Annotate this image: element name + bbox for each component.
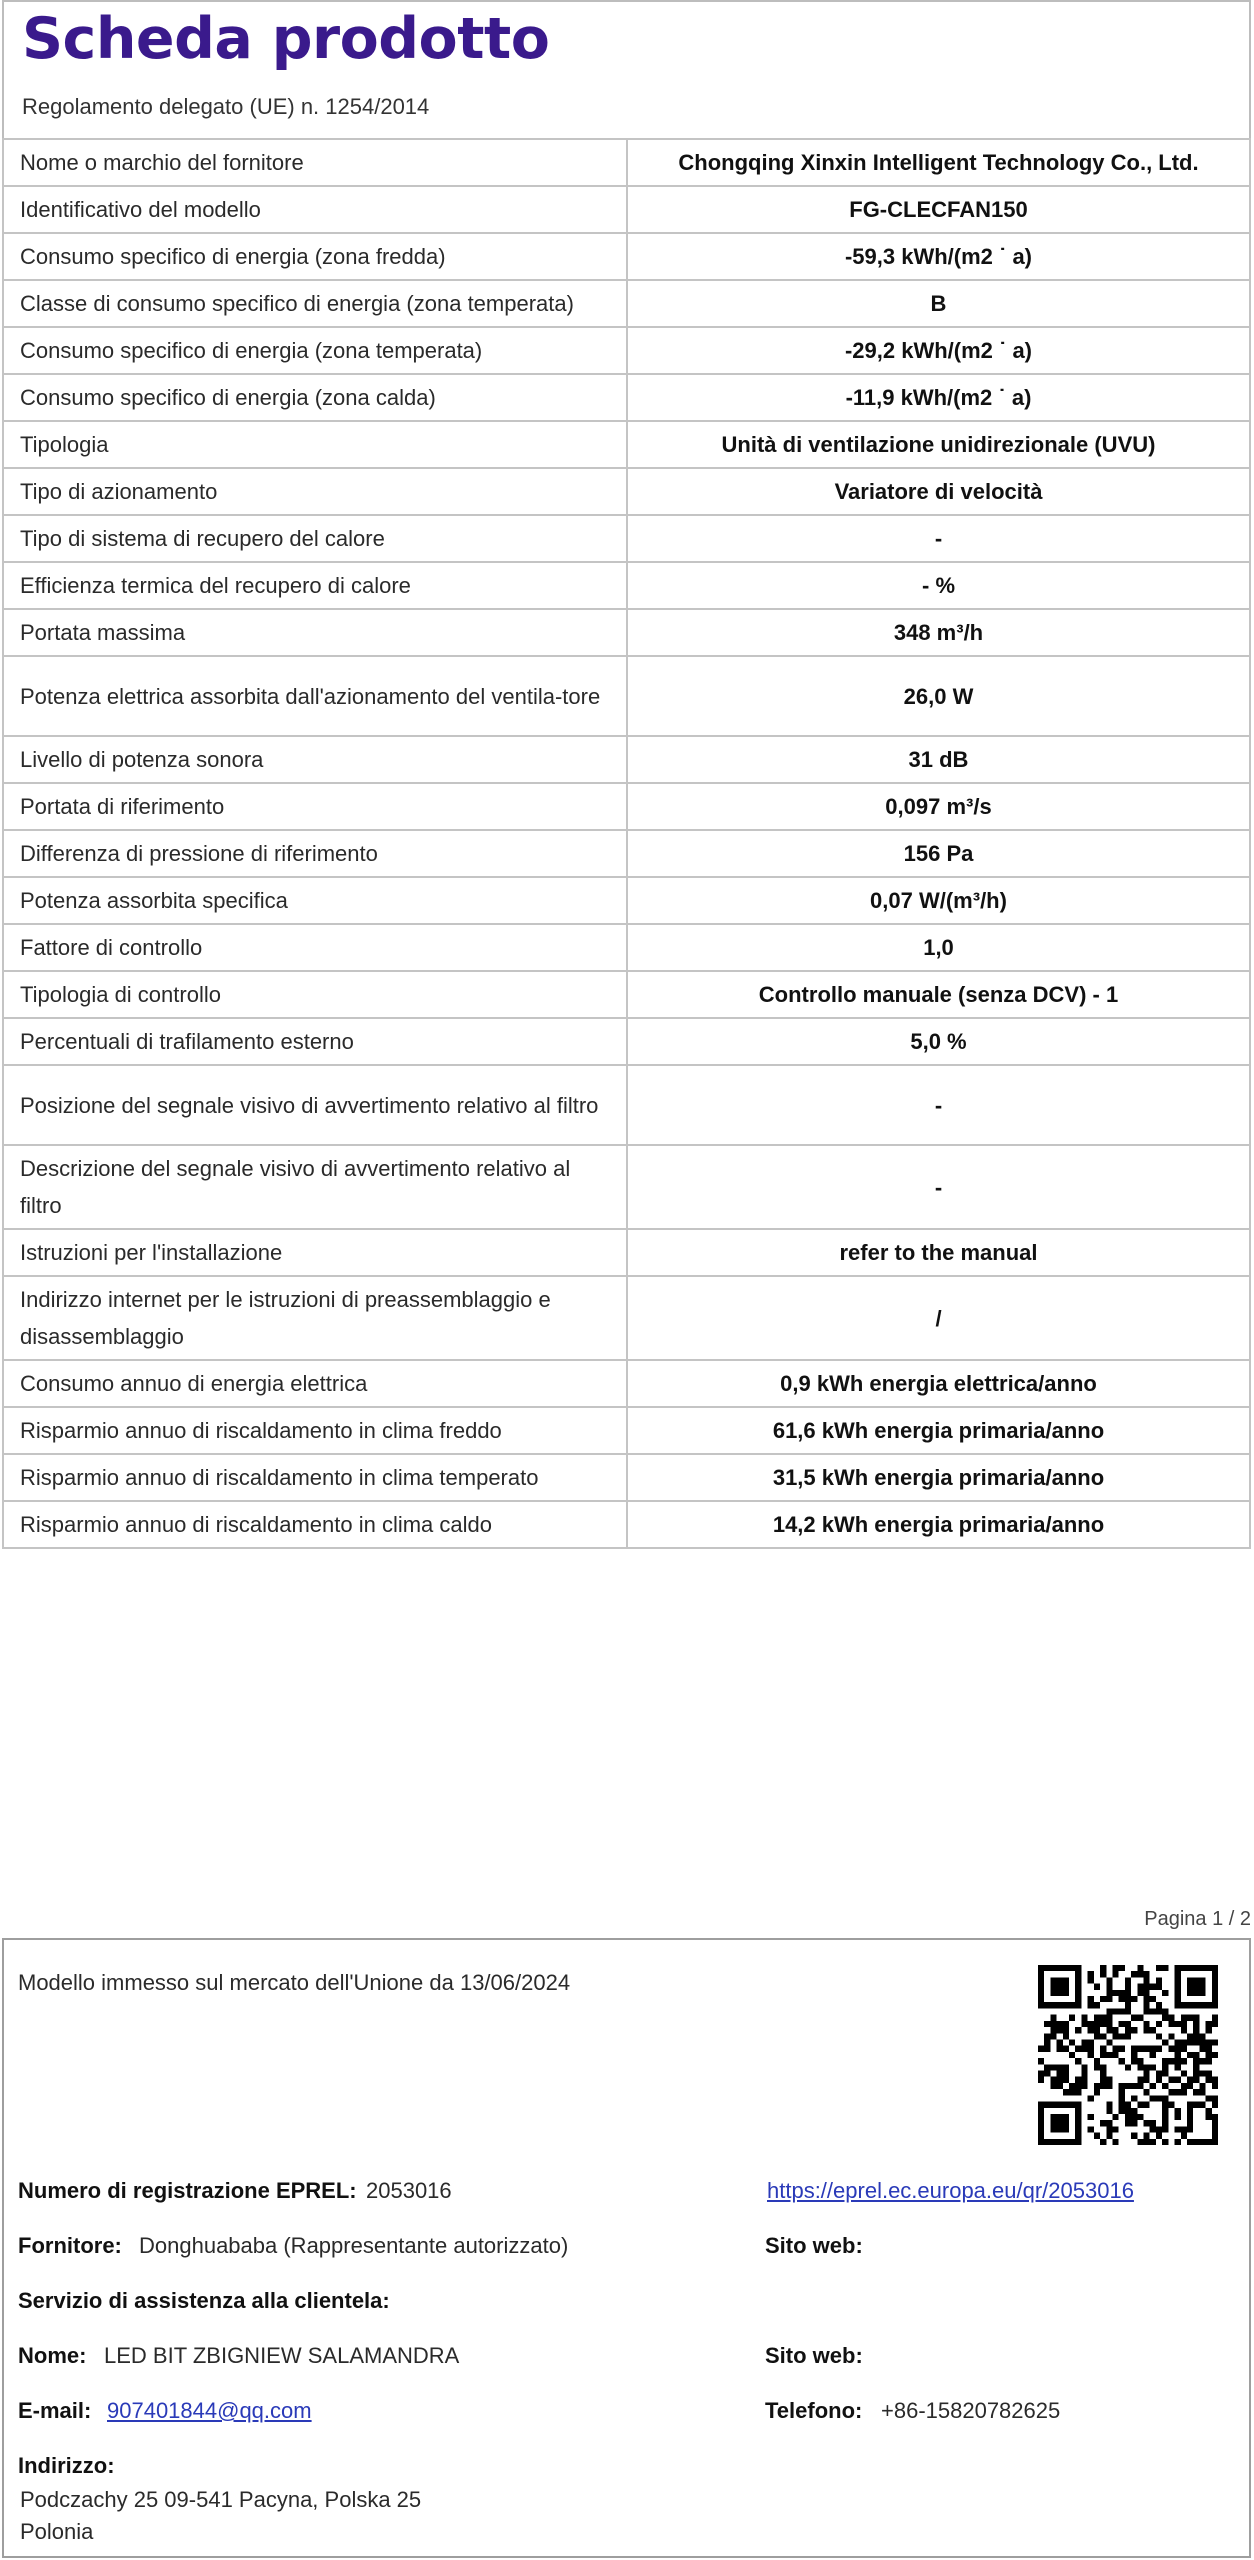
table-row [3,374,1250,421]
email-link[interactable]: 907401844@qq.com [107,2398,312,2423]
row-label: Posizione del segnale visivo di avvertimento relativo al filtro [3,1065,627,1145]
contact-name-label: Nome: [18,2343,87,2368]
row-label: Portata di riferimento [3,783,627,830]
row-value: FG-CLECFAN150 [627,186,1250,233]
table-row [3,971,1250,1018]
table-row [3,233,1250,280]
row-value: - % [627,562,1250,609]
page-number: Pagina 1 / 2 [1144,1908,1251,1930]
service-website-label: Sito web: [765,2343,863,2368]
table-row [3,1065,1250,1145]
supplier-label: Fornitore: [18,2233,122,2258]
row-label: Differenza di pressione di riferimento [3,830,627,877]
row-label: Classe di consumo specifico di energia (zona temperata) [3,280,627,327]
row-label: Livello di potenza sonora [3,736,627,783]
row-value: Controllo manuale (senza DCV) - 1 [627,971,1250,1018]
row-label: Potenza elettrica assorbita dall'azionamento del ventila-tore [3,656,627,736]
row-label: Percentuali di trafilamento esterno [3,1018,627,1065]
row-label: Istruzioni per l'installazione [3,1229,627,1276]
customer-service-label: Servizio di assistenza alla clientela: [18,2288,390,2313]
table-row [3,421,1250,468]
table-row [3,1407,1250,1454]
row-value: - [627,515,1250,562]
row-value: refer to the manual [627,1229,1250,1276]
row-label: Tipologia [3,421,627,468]
row-label: Risparmio annuo di riscaldamento in clima freddo [3,1407,627,1454]
table-row [3,830,1250,877]
table-row [3,1145,1250,1229]
qr-code [1038,1965,1218,2145]
address-line-1: Podczachy 25 09-541 Pacyna, Polska 25 [20,2487,422,2512]
table-row [3,609,1250,656]
row-value: -11,9 kWh/(m2 ˙ a) [627,374,1250,421]
row-value: Unità di ventilazione unidirezionale (UVU) [627,421,1250,468]
table-row [3,1276,1250,1360]
row-label: Risparmio annuo di riscaldamento in clima caldo [3,1501,627,1548]
table-row [3,877,1250,924]
row-label: Consumo specifico di energia (zona temperata) [3,327,627,374]
row-label: Consumo specifico di energia (zona calda) [3,374,627,421]
row-value: -59,3 kWh/(m2 ˙ a) [627,233,1250,280]
row-label: Risparmio annuo di riscaldamento in clima temperato [3,1454,627,1501]
table-row [3,736,1250,783]
eprel-label: Numero di registrazione EPREL: [18,2178,357,2203]
row-label: Nome o marchio del fornitore [3,139,627,186]
row-value: - [627,1065,1250,1145]
table-row [3,468,1250,515]
supplier-website-label: Sito web: [765,2233,863,2258]
table-row [3,1501,1250,1548]
row-label: Tipo di sistema di recupero del calore [3,515,627,562]
phone-label: Telefono: [765,2398,863,2423]
table-row [3,186,1250,233]
row-value: 1,0 [627,924,1250,971]
row-label: Indirizzo internet per le istruzioni di preassemblaggio e disassemblaggio [3,1276,627,1360]
row-value: 26,0 W [627,656,1250,736]
row-value: - [627,1145,1250,1229]
market-date-text: Modello immesso sul mercato dell'Unione da 13/06/2024 [18,1970,571,1995]
page-title: Scheda prodotto [22,6,550,72]
row-value: 61,6 kWh energia primaria/anno [627,1407,1250,1454]
row-label: Potenza assorbita specifica [3,877,627,924]
row-label: Consumo specifico di energia (zona fredda) [3,233,627,280]
table-row [3,1229,1250,1276]
row-value: 14,2 kWh energia primaria/anno [627,1501,1250,1548]
row-label: Consumo annuo di energia elettrica [3,1360,627,1407]
row-value: Chongqing Xinxin Intelligent Technology Co., Ltd. [627,139,1250,186]
row-value: 348 m³/h [627,609,1250,656]
row-value: 0,9 kWh energia elettrica/anno [627,1360,1250,1407]
table-row [3,656,1250,736]
table-row [3,924,1250,971]
supplier-name: Donghuababa (Rappresentante autorizzato) [139,2233,569,2258]
header-section [2,0,1251,138]
table-row [3,515,1250,562]
row-value: B [627,280,1250,327]
eprel-link[interactable]: https://eprel.ec.europa.eu/qr/2053016 [767,2178,1134,2203]
regulation-reference: Regolamento delegato (UE) n. 1254/2014 [22,94,430,119]
row-value: / [627,1276,1250,1360]
table-row [3,562,1250,609]
address-label: Indirizzo: [18,2453,115,2478]
product-spec-table [2,138,1251,1549]
row-label: Portata massima [3,609,627,656]
row-label: Fattore di controllo [3,924,627,971]
contact-name: LED BIT ZBIGNIEW SALAMANDRA [104,2343,460,2368]
address-line-2: Polonia [20,2519,94,2544]
table-row [3,1454,1250,1501]
table-row [3,327,1250,374]
row-value: 31,5 kWh energia primaria/anno [627,1454,1250,1501]
row-value: 156 Pa [627,830,1250,877]
email-label: E-mail: [18,2398,92,2423]
table-row [3,1360,1250,1407]
row-label: Efficienza termica del recupero di calore [3,562,627,609]
row-value: 31 dB [627,736,1250,783]
eprel-number: 2053016 [366,2178,452,2203]
footer-section [2,1938,1251,2558]
row-value: 0,07 W/(m³/h) [627,877,1250,924]
row-value: Variatore di velocità [627,468,1250,515]
table-row [3,139,1250,186]
row-value: 0,097 m³/s [627,783,1250,830]
table-row [3,1018,1250,1065]
row-label: Identificativo del modello [3,186,627,233]
row-value: 5,0 % [627,1018,1250,1065]
row-value: -29,2 kWh/(m2 ˙ a) [627,327,1250,374]
table-row [3,783,1250,830]
phone-number: +86-15820782625 [881,2398,1061,2423]
table-row [3,280,1250,327]
row-label: Tipologia di controllo [3,971,627,1018]
row-label: Descrizione del segnale visivo di avvertimento relativo al filtro [3,1145,627,1229]
row-label: Tipo di azionamento [3,468,627,515]
